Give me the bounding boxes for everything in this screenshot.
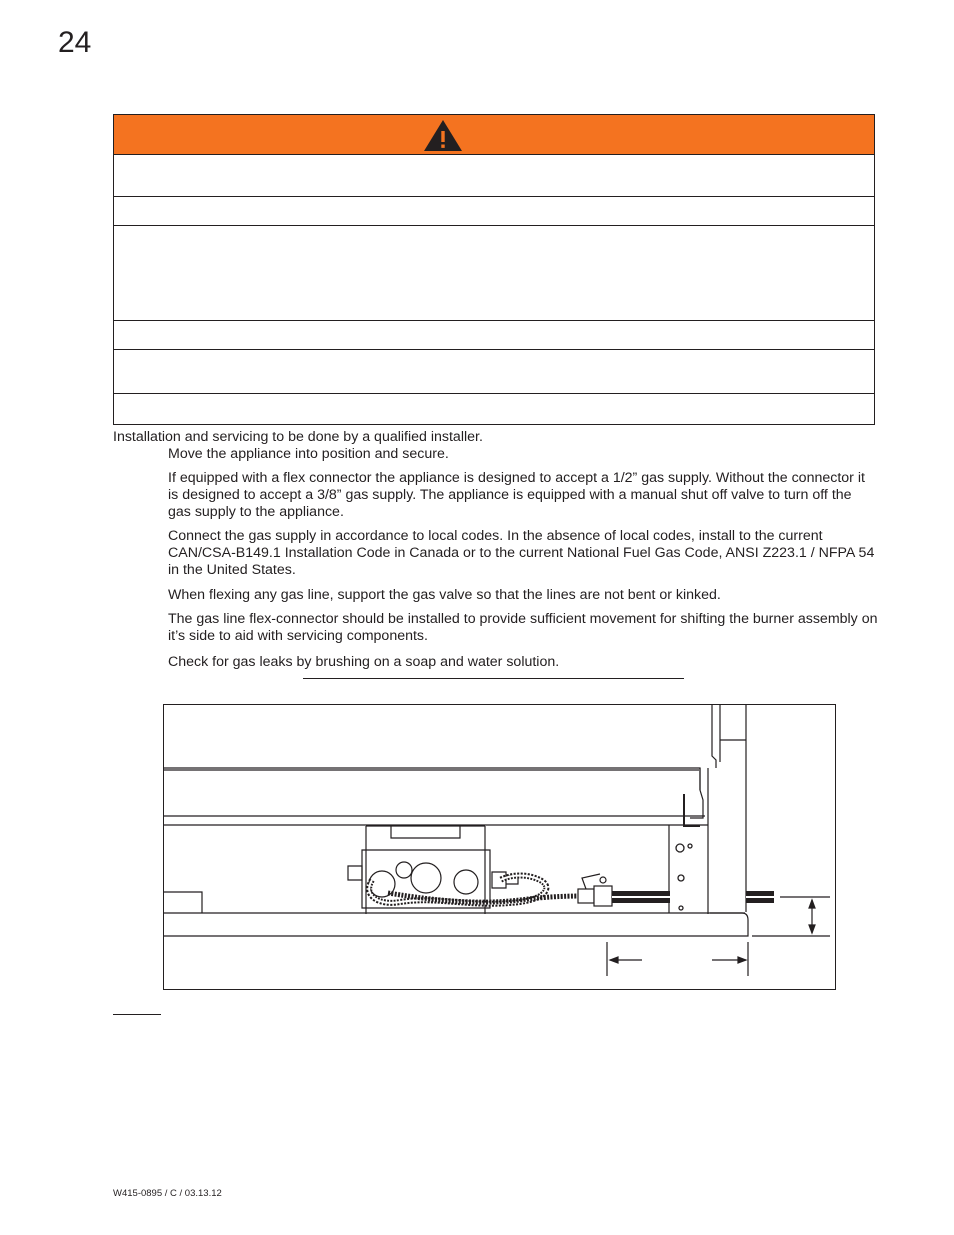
- step-text: Connect the gas supply in accordance to local codes. In the absence of local codes, install to the current CAN/CSA-B149.1 Installation Code in Canada or to the current National Fuel Gas Code, ANSI Z223.1 / NFPA 54 in the United States.: [168, 528, 875, 578]
- note-label-rule: [113, 1014, 161, 1015]
- flex-connector: [369, 876, 546, 904]
- hook-line: [684, 794, 700, 826]
- page-number: 24: [58, 26, 92, 59]
- step-text: Check for gas leaks by brushing on a soap and water solution.: [168, 654, 560, 670]
- jamb: [720, 704, 746, 912]
- jamb-post-inner: [690, 768, 703, 818]
- valve-inlet: [348, 866, 362, 880]
- step-text: Move the appliance into position and secure.: [168, 446, 449, 462]
- step-text: When flexing any gas line, support the gas valve so that the lines are not bent or kinked.: [168, 587, 721, 603]
- step-text: If equipped with a flex connector the appliance is designed to accept a 1/2” gas supply. Without the connector it is designed to accept a 3/8” gas supply. The appliance is equipped with a manual shut off valve to turn off the gas supply to the appliance.: [168, 470, 865, 520]
- left-block: [163, 892, 202, 913]
- intro-text: Installation and servicing to be done by a qualified installer.: [113, 429, 483, 445]
- valve-housing-tab: [391, 826, 460, 838]
- jamb-hook: [712, 704, 716, 768]
- document-code: W415-0895 / C / 03.13.12: [113, 1188, 222, 1199]
- upper-panel: [163, 768, 700, 790]
- step-text: The gas line flex-connector should be installed to provide sufficient movement for shifting the burner assembly on it’s side to aid with servicing components.: [168, 611, 878, 644]
- mounting-bracket: [669, 825, 708, 913]
- manual-shutoff-valve: [578, 874, 612, 906]
- floor-line: [163, 913, 748, 936]
